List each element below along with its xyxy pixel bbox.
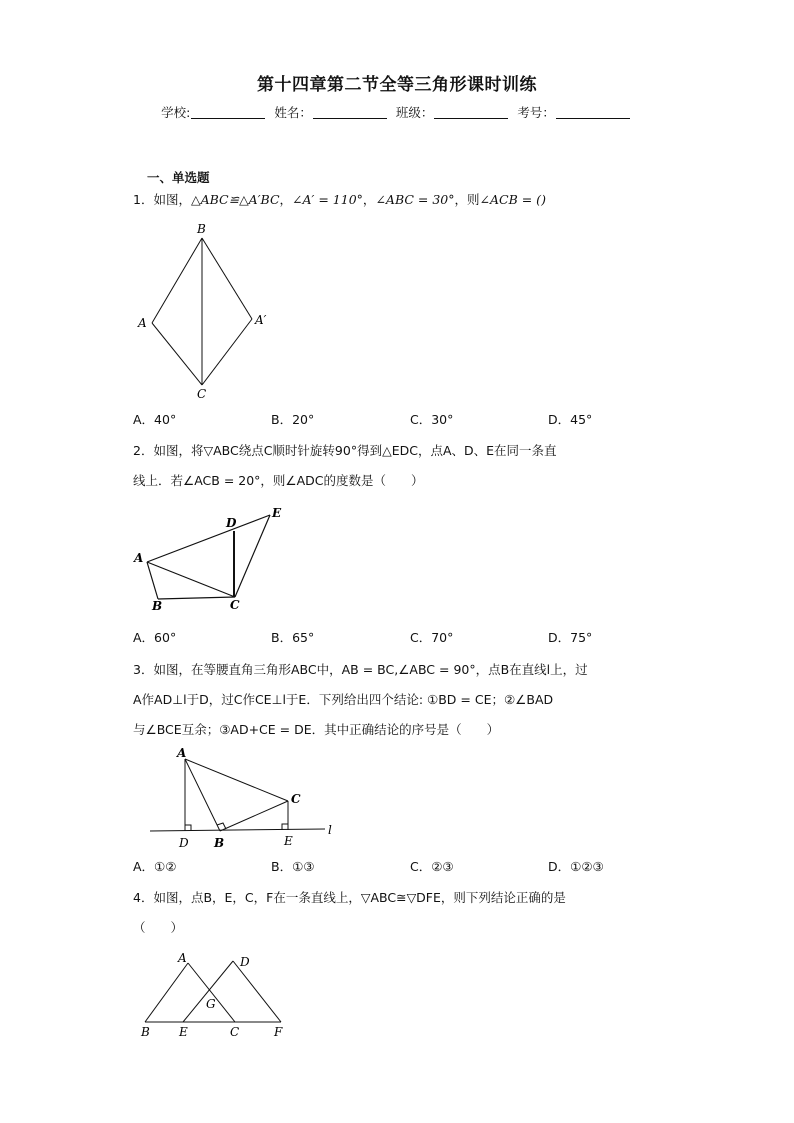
q2-option-c[interactable]: C．70° — [410, 630, 454, 645]
question-4-line-2: （ ） — [133, 920, 184, 935]
fig3-label-e: E — [284, 834, 293, 848]
q3-option-d[interactable]: D．①②③ — [548, 859, 604, 874]
fig4-label-g: G — [206, 997, 216, 1011]
question-2-text-1: 如图，将▽ABC绕点C顺时针旋转90°得到△EDC，点A、D、E在同一条直 — [153, 443, 557, 458]
q2-option-a[interactable]: A．60° — [133, 630, 177, 645]
fig4-label-e: E — [179, 1025, 188, 1039]
q1-option-d[interactable]: D．45° — [548, 412, 593, 427]
student-info-row — [0, 103, 794, 121]
question-2-figure — [130, 505, 290, 615]
fig3-label-c: C — [291, 792, 301, 806]
question-4-figure — [133, 950, 303, 1045]
name-blank[interactable] — [313, 118, 387, 119]
fig3-label-a: A — [177, 746, 187, 760]
fig4-label-b: B — [141, 1025, 150, 1039]
q3-option-c[interactable]: C．②③ — [410, 859, 454, 874]
question-4 — [133, 883, 663, 943]
fig1-label-a-prime: A′ — [255, 313, 267, 327]
fig1-label-a: A — [138, 316, 147, 330]
number-label: 考号： — [517, 105, 555, 120]
question-2-line-2: 线上．若∠ACB = 20°，则∠ADC的度数是（ ） — [133, 473, 424, 488]
fig1-label-c: C — [197, 387, 207, 401]
number-blank[interactable] — [556, 118, 630, 119]
question-3-figure — [140, 745, 350, 855]
fig2-label-e: E — [272, 506, 282, 520]
question-3-text-1: 如图，在等腰直角三角形ABC中，AB = BC,∠ABC = 90°，点B在直线l上，过 — [153, 662, 588, 677]
fig1-label-b: B — [197, 222, 206, 236]
fig4-label-a: A — [178, 951, 187, 965]
question-1-math-c: ∠ABC = 30° — [375, 192, 455, 207]
section-title: 一、单选题 — [147, 170, 210, 185]
question-3-line-3: 与∠BCE互余；③AD+CE = DE．其中正确结论的序号是（ ） — [133, 722, 500, 737]
school-label: 学校: — [161, 105, 191, 120]
q3-option-b[interactable]: B．①③ — [271, 859, 315, 874]
question-1 — [133, 185, 663, 215]
question-4-line-1 — [133, 883, 663, 913]
school-blank[interactable] — [191, 118, 265, 119]
question-1-text-d: ，则 — [454, 192, 480, 207]
question-2-number: 2． — [133, 443, 154, 458]
question-1-figure — [130, 218, 280, 403]
fig4-label-d: D — [240, 955, 250, 969]
q1-option-b[interactable]: B．20° — [271, 412, 315, 427]
fig2-label-d: D — [226, 516, 237, 530]
question-3-line-2: A作AD⊥l于D，过C作CE⊥l于E．下列给出四个结论: ①BD = CE；②∠BAD — [133, 692, 554, 707]
name-label: 姓名： — [274, 105, 312, 120]
question-3-number: 3． — [133, 662, 154, 677]
fig4-label-c: C — [230, 1025, 240, 1039]
question-1-text-b: ， — [279, 192, 293, 207]
q3-option-a[interactable]: A．①② — [133, 859, 177, 874]
q1-option-a[interactable]: A．40° — [133, 412, 177, 427]
question-4-number: 4． — [133, 890, 154, 905]
question-3-line-1 — [133, 655, 663, 685]
fig2-label-c: C — [230, 598, 240, 612]
question-3 — [133, 655, 663, 745]
class-label: 班级： — [395, 105, 434, 120]
question-1-math-b: ∠A′ = 110° — [292, 192, 363, 207]
fig3-label-d: D — [179, 836, 189, 850]
fig4-label-f: F — [274, 1025, 283, 1039]
question-2 — [133, 436, 663, 496]
q1-option-c[interactable]: C．30° — [410, 412, 454, 427]
q2-option-d[interactable]: D．75° — [548, 630, 593, 645]
page-title: 第十四章第二节全等三角形课时训练 — [257, 75, 537, 95]
q2-option-b[interactable]: B．65° — [271, 630, 315, 645]
question-1-math-a: △ABC≌△A′BC — [190, 192, 280, 207]
question-1-number: 1． — [133, 192, 154, 207]
question-1-text-a: 如图， — [153, 192, 191, 207]
fig3-label-b: B — [214, 836, 225, 850]
question-4-text-1: 如图，点B，E，C，F在一条直线上，▽ABC≅▽DFE，则下列结论正确的是 — [153, 890, 566, 905]
question-1-text-c: ， — [362, 192, 376, 207]
question-2-line-1 — [133, 436, 663, 466]
fig3-label-l: l — [328, 823, 332, 837]
fig2-label-b: B — [152, 599, 163, 613]
question-1-math-d: ∠ACB = () — [479, 192, 546, 207]
class-blank[interactable] — [434, 118, 508, 119]
fig2-label-a: A — [134, 551, 144, 565]
